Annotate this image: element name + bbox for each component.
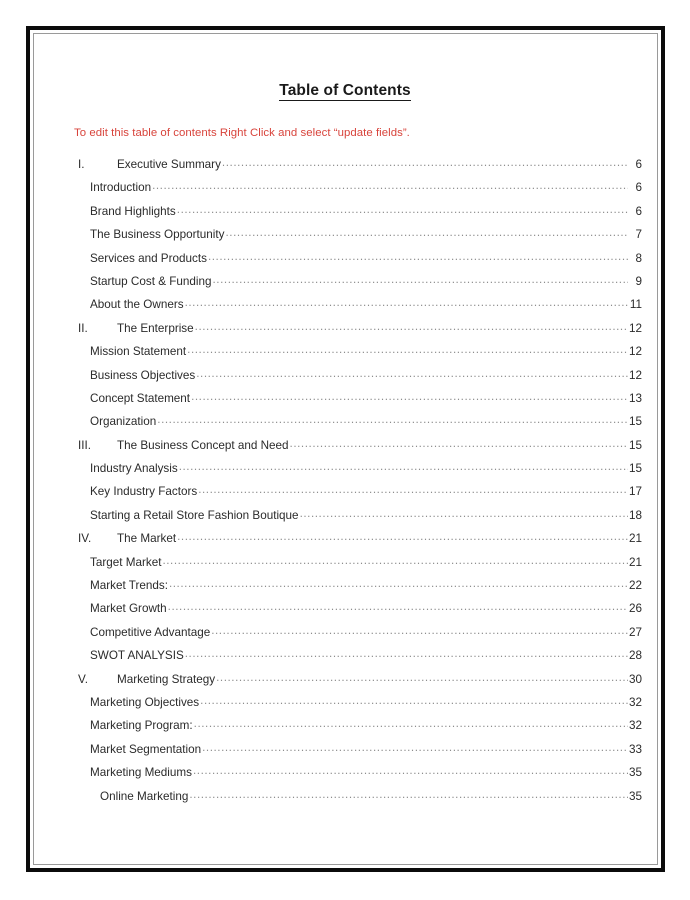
toc-dot-leader (222, 156, 628, 168)
toc-dot-leader (216, 671, 628, 683)
toc-entry[interactable] (48, 367, 642, 390)
toc-dot-leader (191, 390, 628, 402)
toc-entry[interactable] (48, 343, 642, 366)
toc-entry[interactable] (48, 647, 642, 670)
toc-entry-label: Introduction (90, 181, 152, 195)
toc-dot-leader (179, 460, 628, 472)
toc-entry-label: Industry Analysis (90, 462, 178, 476)
toc-entry-numeral: II. (78, 321, 88, 335)
toc-entry[interactable] (48, 273, 642, 296)
toc-dot-leader (187, 343, 628, 355)
update-fields-instruction: To edit this table of contents Right Click and select “update fields”. (74, 127, 410, 139)
toc-entry-numeral: IV. (78, 532, 92, 546)
toc-entry-numeral: I. (78, 158, 85, 171)
toc-entry-label: The Enterprise (117, 321, 194, 335)
toc-entry[interactable] (48, 413, 642, 436)
page-content (48, 52, 642, 852)
toc-entry-page-number: 35 (628, 766, 642, 780)
toc-entry-page-number: 27 (628, 625, 642, 639)
toc-entry-page-number: 21 (628, 555, 642, 569)
toc-entry-label: Target Market (90, 555, 162, 569)
toc-entry-page-number: 13 (628, 391, 642, 405)
toc-entry[interactable] (48, 624, 642, 647)
toc-entry[interactable] (48, 788, 642, 811)
toc-entry[interactable] (48, 460, 642, 483)
toc-entry-page-number: 26 (628, 602, 642, 616)
toc-entry-label: Market Segmentation (90, 742, 202, 756)
toc-entry-page-number: 15 (628, 438, 642, 452)
toc-dot-leader (300, 507, 628, 519)
toc-dot-leader (169, 577, 628, 589)
toc-entry-page-number: 9 (635, 274, 642, 288)
toc-dot-leader (208, 250, 628, 262)
toc-entry-page-number: 21 (628, 532, 642, 546)
toc-entry-label: Concept Statement (90, 391, 191, 405)
toc-dot-leader (168, 600, 628, 612)
toc-entry-label: Market Trends: (90, 579, 168, 593)
toc-entry-page-number: 32 (628, 719, 642, 733)
toc-entry-label: Marketing Mediums (90, 766, 192, 780)
toc-entry-numeral: V. (78, 672, 88, 686)
toc-entry-page-number: 32 (628, 695, 642, 709)
toc-dot-leader (195, 320, 628, 332)
toc-entry-label: Organization (90, 415, 157, 429)
page-title-text: Table of Contents (279, 82, 411, 99)
toc-entry-page-number: 33 (628, 742, 642, 756)
toc-dot-leader (211, 624, 628, 636)
toc-dot-leader (200, 694, 628, 706)
toc-dot-leader (185, 296, 628, 308)
toc-entry[interactable] (48, 203, 642, 226)
toc-entry[interactable] (48, 554, 642, 577)
toc-entry-label: Mission Statement (90, 345, 187, 359)
toc-entry-page-number: 7 (635, 228, 642, 242)
toc-entry-label: Key Industry Factors (90, 485, 198, 499)
toc-entry-page-number: 6 (635, 158, 642, 171)
toc-dot-leader (189, 788, 628, 800)
toc-entry-page-number: 18 (628, 508, 642, 522)
toc-entry-page-number: 22 (628, 579, 642, 593)
toc-entry-label: Market Growth (90, 602, 167, 616)
toc-entry-label: Business Objectives (90, 368, 196, 382)
toc-dot-leader (193, 764, 628, 776)
toc-dot-leader (196, 367, 628, 379)
toc-entry[interactable] (48, 390, 642, 413)
toc-entry-page-number: 12 (628, 321, 642, 335)
toc-entry-label: The Business Concept and Need (117, 438, 289, 452)
toc-entry-label: SWOT ANALYSIS (90, 649, 184, 663)
toc-entry[interactable] (48, 296, 642, 319)
toc-entry[interactable] (48, 507, 642, 530)
toc-entry[interactable] (48, 179, 642, 202)
toc-entry[interactable] (48, 530, 642, 553)
toc-entry-label: Marketing Program: (90, 719, 193, 733)
toc-entry-numeral: III. (78, 438, 91, 452)
toc-entry-page-number: 28 (628, 649, 642, 663)
toc-dot-leader (225, 226, 628, 238)
toc-entry[interactable] (48, 764, 642, 787)
toc-entry-page-number: 17 (628, 485, 642, 499)
toc-entry-label: Online Marketing (100, 789, 189, 803)
toc-dot-leader (194, 717, 628, 729)
toc-entry[interactable] (48, 483, 642, 506)
toc-dot-leader (198, 483, 628, 495)
toc-entry[interactable] (48, 226, 642, 249)
toc-entry-label: Startup Cost & Funding (90, 274, 212, 288)
toc-entry[interactable] (48, 717, 642, 740)
table-of-contents-list (48, 156, 642, 811)
toc-entry-page-number: 8 (635, 251, 642, 265)
toc-entry-page-number: 15 (628, 462, 642, 476)
toc-entry-page-number: 12 (628, 345, 642, 359)
toc-entry-label: Starting a Retail Store Fashion Boutique (90, 508, 299, 522)
toc-entry[interactable] (48, 320, 642, 343)
toc-entry-label: The Market (117, 532, 177, 546)
toc-entry-label: The Business Opportunity (90, 228, 225, 242)
page-title (48, 82, 642, 100)
toc-dot-leader (162, 554, 628, 566)
toc-entry[interactable] (48, 577, 642, 600)
toc-entry[interactable] (48, 600, 642, 623)
toc-entry-label: Executive Summary (117, 158, 221, 171)
toc-dot-leader (202, 741, 628, 753)
toc-entry-label: Marketing Strategy (117, 672, 216, 686)
toc-dot-leader (185, 647, 628, 659)
toc-entry[interactable] (48, 250, 642, 273)
toc-dot-leader (157, 413, 628, 425)
toc-entry-page-number: 35 (628, 789, 642, 803)
toc-entry-label: About the Owners (90, 298, 184, 312)
toc-entry-label: Services and Products (90, 251, 207, 265)
toc-entry[interactable] (48, 156, 642, 179)
toc-dot-leader (177, 530, 628, 542)
toc-entry-label: Brand Highlights (90, 204, 176, 218)
toc-entry[interactable] (48, 671, 642, 694)
toc-dot-leader (290, 437, 628, 449)
toc-entry-page-number: 11 (629, 298, 642, 312)
toc-entry-page-number: 6 (635, 204, 642, 218)
toc-entry[interactable] (48, 741, 642, 764)
toc-entry-page-number: 15 (628, 415, 642, 429)
toc-entry[interactable] (48, 694, 642, 717)
toc-dot-leader (213, 273, 629, 285)
toc-dot-leader (152, 179, 628, 191)
toc-entry-page-number: 30 (628, 672, 642, 686)
toc-entry-label: Competitive Advantage (90, 625, 211, 639)
toc-entry[interactable] (48, 437, 642, 460)
toc-entry-page-number: 12 (628, 368, 642, 382)
toc-entry-page-number: 6 (635, 181, 642, 195)
toc-entry-label: Marketing Objectives (90, 695, 200, 709)
toc-dot-leader (177, 203, 628, 215)
